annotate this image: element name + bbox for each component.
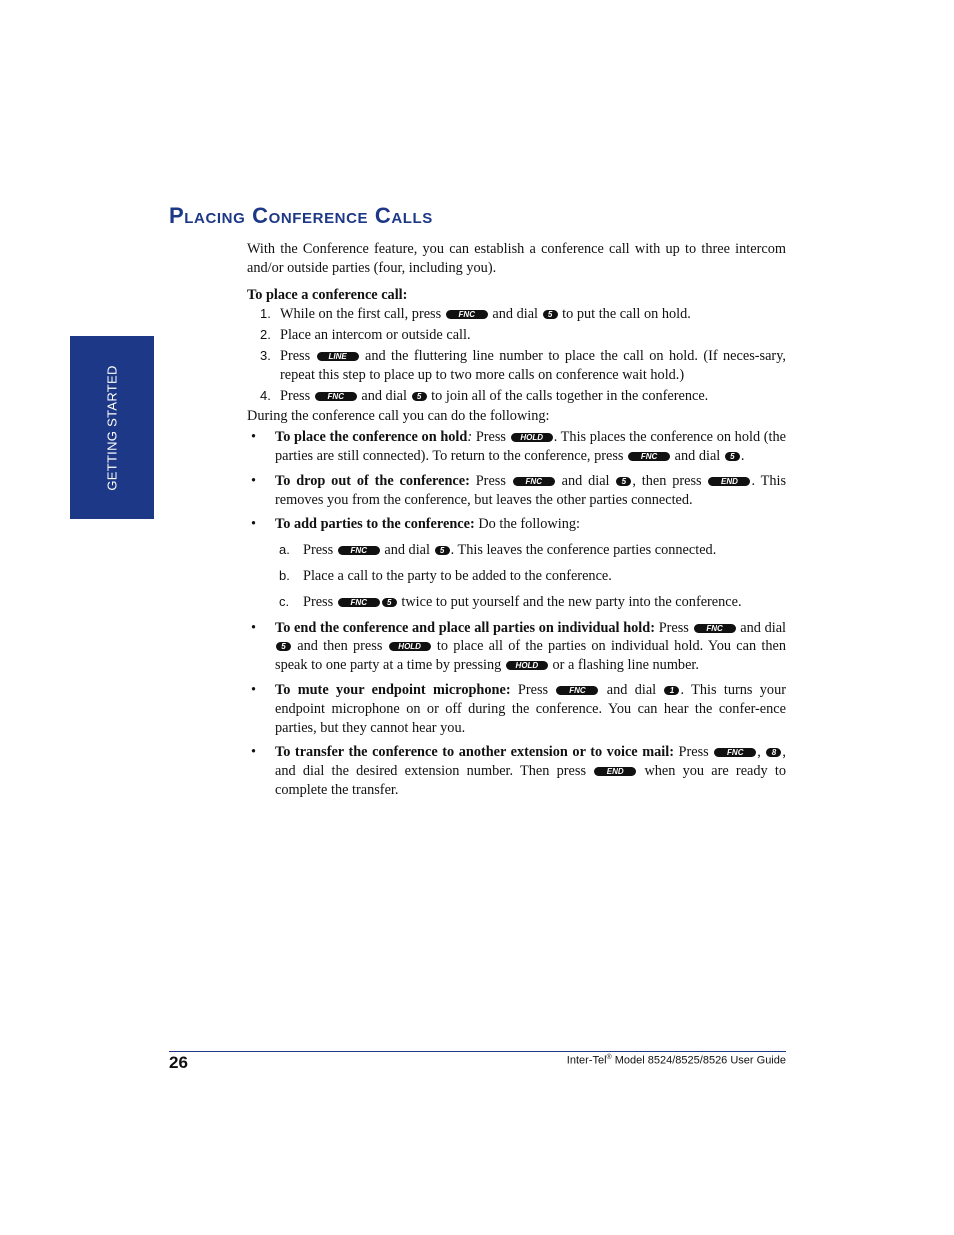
footer-rule xyxy=(169,1051,786,1052)
step-4 xyxy=(247,387,786,406)
during-text: During the conference call you can do the following: xyxy=(247,408,550,425)
option-individual-hold xyxy=(247,619,786,675)
option-text: Press xyxy=(475,472,506,489)
step-text: Press xyxy=(280,387,311,404)
bullet-icon: • xyxy=(251,429,257,446)
step-text: to join all of the calls together in the conference. xyxy=(431,387,709,404)
step-text: and the fluttering line number to place the call on hold. (If neces-sary, repeat this step to place up to two more calls on conference wait hold.) xyxy=(280,347,786,383)
hold-key-icon: HOLD xyxy=(389,642,431,651)
fnc-key-icon: FNC xyxy=(338,598,380,607)
fnc-key-icon: FNC xyxy=(556,686,598,695)
option-text: and then press xyxy=(297,638,383,655)
option-text: to place all of the parties on individual hold. You can then speak to one party at a time by pressing xyxy=(275,638,787,674)
option-text: , xyxy=(757,744,761,761)
option-text: Press xyxy=(517,681,549,698)
step-text: to put the call on hold. xyxy=(562,306,691,323)
substep-text: Place a call to the party to be added to the conference. xyxy=(303,567,612,584)
option-text: . This turns your endpoint microphone on or off during the conference. You can hear the confer-ence parties, but they cannot hear you. xyxy=(275,681,786,736)
page-title: Placing Conference Calls xyxy=(169,203,433,228)
side-tab xyxy=(70,336,154,519)
fnc-key-icon: FNC xyxy=(338,546,380,555)
option-mute xyxy=(247,681,786,737)
side-tab-label: GETTING STARTED xyxy=(104,364,120,491)
steps-list xyxy=(247,305,786,405)
intro-paragraph: With the Conference feature, you can establish a conference call with up to three intercom and/or outside parties (four, including you). xyxy=(247,241,786,276)
substep-text: . This leaves the conference parties connected. xyxy=(450,542,717,559)
option-title: To end the conference and place all parties on individual hold: xyxy=(275,619,655,636)
option-colon: : xyxy=(467,429,473,446)
end-key-icon: END xyxy=(708,477,750,486)
hold-key-icon: HOLD xyxy=(506,661,548,670)
option-drop-out xyxy=(247,472,786,510)
step-number: 2. xyxy=(260,327,271,343)
step-text: and dial xyxy=(361,387,407,404)
step-number: 3. xyxy=(260,347,271,363)
option-text: . This removes you from the conference, but leaves the other parties connected. xyxy=(275,472,787,508)
dial-5-key-icon: 5 xyxy=(616,477,631,486)
substep-letter: a. xyxy=(279,542,290,558)
step-text: Press xyxy=(280,347,311,364)
bullet-icon: • xyxy=(251,681,257,698)
hold-key-icon: HOLD xyxy=(511,433,553,442)
dial-5-key-icon: 5 xyxy=(412,392,427,401)
option-add-parties xyxy=(247,515,786,611)
option-title: To drop out of the conference: xyxy=(275,472,470,489)
option-text: and dial xyxy=(561,472,610,489)
substep-text: Press xyxy=(303,593,334,610)
procedure-heading: To place a conference call: xyxy=(247,286,408,303)
footer-guide-name: Model 8524/8525/8526 User Guide xyxy=(611,1054,786,1067)
option-text: Press xyxy=(658,619,689,636)
substep-b xyxy=(275,567,786,586)
option-text: or a flashing line number. xyxy=(552,657,699,674)
substep-c xyxy=(275,593,786,612)
registered-mark: ® xyxy=(606,1054,612,1061)
bullet-icon: • xyxy=(251,516,257,533)
option-title: To mute your endpoint microphone: xyxy=(275,681,511,698)
dial-5-key-icon: 5 xyxy=(382,598,397,607)
fnc-key-icon: FNC xyxy=(446,310,488,319)
option-transfer xyxy=(247,743,786,799)
step-2 xyxy=(247,326,786,345)
option-text: Press xyxy=(678,744,709,761)
substep-text: Press xyxy=(303,542,334,559)
substep-a xyxy=(275,541,786,560)
dial-1-key-icon: 1 xyxy=(664,686,679,695)
dial-5-key-icon: 5 xyxy=(276,642,291,651)
option-title: To transfer the conference to another extension or to voice mail: xyxy=(275,744,674,761)
step-3 xyxy=(247,347,786,385)
option-text: and dial xyxy=(740,619,787,636)
fnc-key-icon: FNC xyxy=(315,392,357,401)
fnc-key-icon: FNC xyxy=(714,748,756,757)
option-text: , then press xyxy=(632,472,702,489)
fnc-key-icon: FNC xyxy=(628,452,670,461)
page-number: 26 xyxy=(169,1053,188,1072)
option-text: Do the following: xyxy=(478,516,580,533)
step-number: 4. xyxy=(260,387,271,403)
add-parties-steps xyxy=(275,541,786,611)
footer-brand: Inter-Tel xyxy=(566,1054,607,1067)
bullet-icon: • xyxy=(251,744,257,761)
bullet-icon: • xyxy=(251,619,257,636)
dial-8-key-icon: 8 xyxy=(766,748,781,757)
dial-5-key-icon: 5 xyxy=(543,310,558,319)
step-text: and dial xyxy=(492,306,539,323)
substep-text: and dial xyxy=(384,542,430,559)
option-title: To place the conference on hold xyxy=(275,429,468,446)
options-list xyxy=(247,428,786,800)
step-1 xyxy=(247,305,786,324)
substep-letter: b. xyxy=(279,567,290,583)
option-text: and dial xyxy=(674,447,721,464)
fnc-key-icon: FNC xyxy=(694,624,736,633)
option-text: , and dial the desired extension number. Then press xyxy=(275,744,786,780)
dial-5-key-icon: 5 xyxy=(435,546,450,555)
option-text: Press xyxy=(475,429,506,446)
step-number: 1. xyxy=(260,306,271,322)
substep-text: twice to put yourself and the new party into the conference. xyxy=(401,593,742,610)
footer-title xyxy=(567,1054,786,1067)
option-text: . This places the conference on hold (the parties are still connected). To return to the conference, press xyxy=(275,429,787,464)
fnc-key-icon: FNC xyxy=(513,477,555,486)
step-text: Place an intercom or outside call. xyxy=(280,327,471,344)
bullet-icon: • xyxy=(251,472,257,489)
option-title: To add parties to the conference: xyxy=(275,516,475,533)
end-key-icon: END xyxy=(594,767,636,776)
option-hold xyxy=(247,428,786,466)
option-text: when you are ready to complete the transfer. xyxy=(275,763,787,798)
substep-letter: c. xyxy=(279,593,290,609)
dial-5-key-icon: 5 xyxy=(725,452,740,461)
option-text: and dial xyxy=(606,681,657,698)
content xyxy=(247,240,786,806)
step-text: While on the first call, press xyxy=(280,306,442,323)
option-text: . xyxy=(740,447,745,464)
line-key-icon: LINE xyxy=(317,352,359,361)
